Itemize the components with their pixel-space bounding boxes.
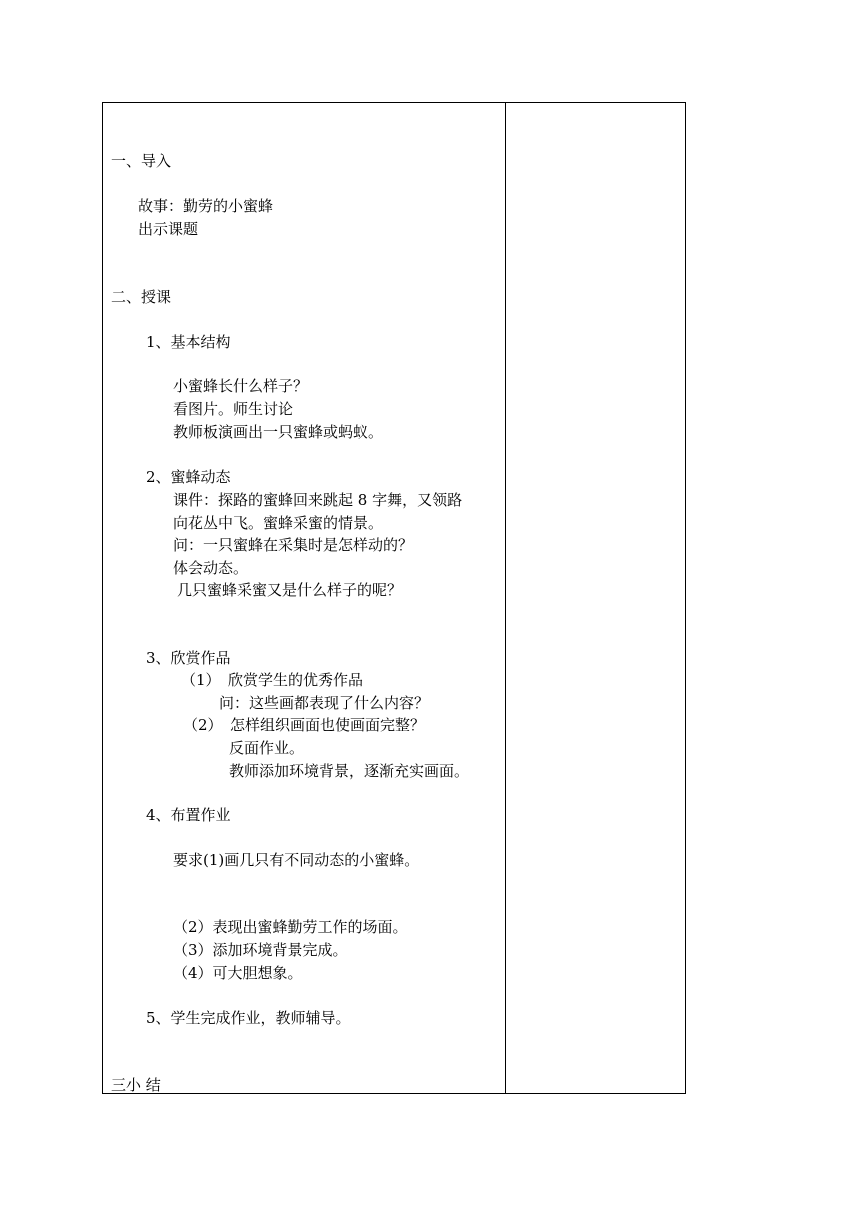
list-item: （4）可大胆想象。	[173, 964, 303, 982]
section-heading-summary: 三小 结	[111, 1076, 161, 1094]
body-line: 课件：探路的蜜蜂回来跳起 8 字舞，又领路	[173, 491, 463, 509]
sub-heading-homework: 4、布置作业	[146, 806, 231, 824]
body-line: 教师添加环境背景，逐渐充实画面。	[229, 762, 470, 780]
notes-cell	[506, 103, 685, 1093]
body-line: 反面作业。	[229, 739, 305, 757]
sub-heading-structure: 1、基本结构	[146, 333, 231, 351]
sub-heading-appreciate: 3、欣赏作品	[146, 649, 231, 667]
list-item: （1） 欣赏学生的优秀作品	[181, 671, 364, 689]
sub-heading-motion: 2、蜜蜂动态	[146, 468, 231, 486]
body-line: 向花丛中飞。蜜蜂采蜜的情景。	[173, 514, 384, 532]
sub-heading-complete: 5、学生完成作业，教师辅导。	[146, 1009, 351, 1027]
section-heading-intro: 一、导入	[111, 152, 172, 170]
section-heading-teaching: 二、授课	[111, 288, 172, 306]
body-line: 看图片。师生讨论	[173, 400, 294, 418]
body-line: 小蜜蜂长什么样子？	[173, 377, 309, 395]
list-item: （2） 怎样组织画面也使画面完整？	[183, 716, 426, 734]
list-item: （3）添加环境背景完成。	[173, 941, 348, 959]
body-line: 问：一只蜜蜂在采集时是怎样动的？	[173, 536, 414, 554]
body-line: 几只蜜蜂采蜜又是什么样子的呢？	[177, 581, 403, 599]
list-item: （2）表现出蜜蜂勤劳工作的场面。	[173, 918, 408, 936]
body-line: 体会动态。	[173, 559, 249, 577]
body-line: 教师板演画出一只蜜蜂或蚂蚁。	[173, 423, 384, 441]
lesson-table	[102, 102, 686, 1094]
story-line: 故事：勤劳的小蜜蜂	[138, 197, 274, 215]
body-line: 问：这些画都表现了什么内容？	[219, 694, 430, 712]
body-line: 要求(1)画几只有不同动态的小蜜蜂。	[173, 851, 420, 869]
show-topic-line: 出示课题	[138, 220, 199, 238]
